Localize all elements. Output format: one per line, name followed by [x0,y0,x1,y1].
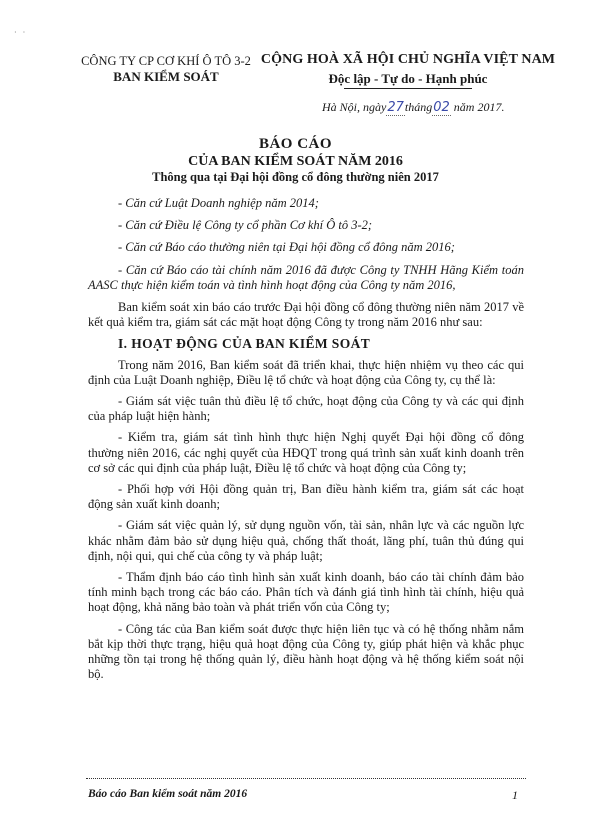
legal-basis-item: - Căn cứ Điều lệ Công ty cổ phần Cơ khí Ô tô 3-2; [118,218,373,233]
task-item: - Thẩm định báo cáo tình hình sản xuất kinh doanh, báo cáo tài chính đảm bảo tính minh bạch trong các báo cáo. Phân tích và đánh giá tình hình tài chính, hiệu quả hoạt động, khả năng bảo toàn và phát triển vốn của Công ty; [88,570,524,615]
report-title: BÁO CÁO [258,136,333,152]
footer-label: Báo cáo Ban kiểm soát năm 2016 [88,788,248,800]
legal-basis-item: - Căn cứ Báo cáo thường niên tại Đại hội đồng cổ đông năm 2016; [118,240,455,255]
footer-divider [86,778,526,779]
intro-paragraph: Ban kiểm soát xin báo cáo trước Đại hội đồng cổ đông thường niên năm 2017 về kết quả kiểm tra, giám sát các mặt hoạt động Công ty trong năm 2016 như sau: [88,300,524,330]
task-item: - Công tác của Ban kiểm soát được thực hiện liên tục và có hệ thống nhằm nắm bắt kịp thời thực trạng, hiệu quả hoạt động của Công ty, giúp phát hiện và khắc phục những tồn tại trong hệ thống quản lý, điều hành hoạt động và hệ thống kiểm soát nội bộ. [88,621,524,682]
legal-basis-item: - Căn cứ Báo cáo tài chính năm 2016 đã được Công ty TNHH Hãng Kiểm toán AASC thực hiện kiểm toán và tình hình hoạt động của Công ty năm 2016, [88,262,524,292]
dateline [322,100,504,115]
section-heading: I. HOẠT ĐỘNG CỦA BAN KIỂM SOÁT [118,336,371,352]
scan-speck: ·· [14,28,32,37]
motto-underline [344,88,472,89]
report-occasion: Thông qua tại Đại hội đồng cổ đông thường niên 2017 [152,170,439,184]
task-item: - Kiểm tra, giám sát tình hình thực hiện Nghị quyết Đại hội đồng cổ đông thường niên 2016, các nghị quyết của HĐQT trong quá trình sản xuất kinh doanh trên cơ sở các qui định của pháp luật, Điều lệ tổ chức và hoạt động của Công ty; [88,430,524,475]
task-item: - Giám sát việc tuân thủ điều lệ tổ chức, hoạt động của Công ty và các qui định của pháp luật hiện hành; [88,394,524,424]
legal-basis-item: - Căn cứ Luật Doanh nghiệp năm 2014; [118,196,319,210]
task-item: - Giám sát việc quản lý, sử dụng nguồn vốn, tài sản, nhân lực và các nguồn lực khác nhằm đảm bảo sử dụng hiệu quả, chống thất thoát, lãng phí, tuân thủ đúng qui định, nội qui, qui chế của công ty và pháp luật; [88,518,524,563]
dateline-month-word: tháng [404,100,433,114]
nation-name: CỘNG HOÀ XÃ HỘI CHỦ NGHĨA VIỆT NAM [260,52,556,67]
national-header [258,52,558,89]
issuer-block [66,54,266,85]
national-motto: Độc lập - Tự do - Hạnh phúc [328,71,488,86]
company-name: CÔNG TY CP CƠ KHÍ Ô TÔ 3-2 [81,54,251,68]
dateline-day: 27 [387,100,404,115]
report-subtitle: CỦA BAN KIỂM SOÁT NĂM 2016 [188,154,403,169]
section-lead: Trong năm 2016, Ban kiểm soát đã triển khai, thực hiện nhiệm vụ theo các qui định của Luật Doanh nghiệp, Điều lệ tổ chức và hoạt động của Công ty, cụ thể là: [88,357,524,387]
report-body [88,196,524,688]
dateline-month: 02 [433,100,450,115]
department-name: BAN KIỂM SOÁT [113,69,219,84]
page-number: 1 [512,788,518,802]
task-item: - Phối hợp với Hội đồng quản trị, Ban điều hành kiểm tra, giám sát các hoạt động sản xuất kinh doanh; [88,482,524,512]
dateline-year: năm 2017. [453,100,505,114]
dateline-prefix: Hà Nội, ngày [322,100,387,114]
